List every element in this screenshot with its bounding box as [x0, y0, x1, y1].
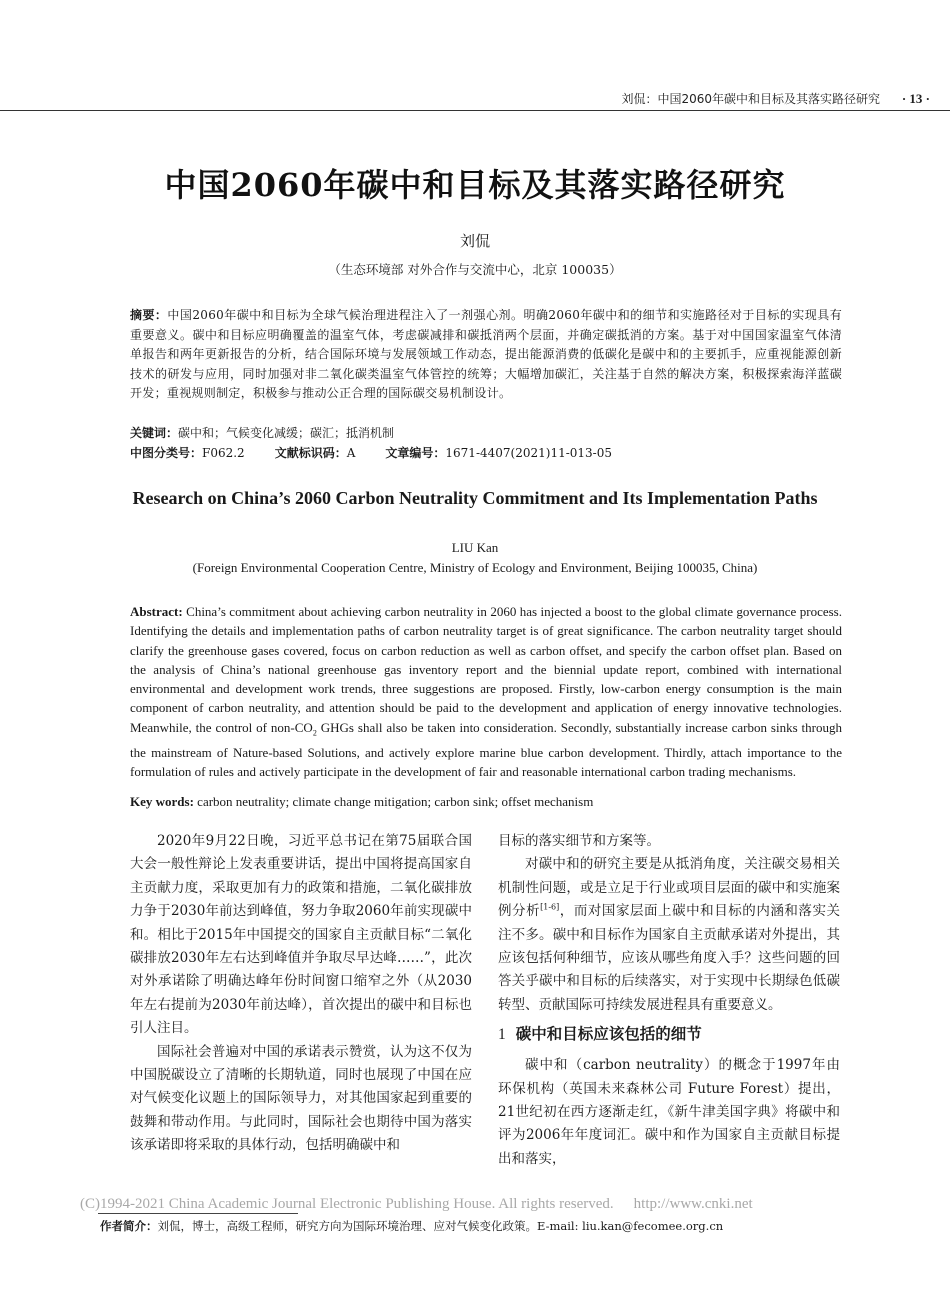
keywords-en-text: carbon neutrality; climate change mitigation; carbon sink; offset mechanism [193, 794, 594, 809]
copyright-watermark [80, 1196, 940, 1213]
header-divider [0, 110, 950, 111]
body-paragraph [498, 853, 840, 1017]
body-paragraph-continued: 目标的落实细节和方案等。 [498, 833, 660, 849]
body-paragraph: 碳中和（carbon neutrality）的概念于1997年由环保机构（英国未来森林公司 Future Forest）提出，21世纪初在西方逐渐走红，《新牛津美国字典》将碳中和评为2006年年度词汇。碳中和作为国家自主贡献目标提出和落实， [498, 1057, 840, 1167]
paper-title-en: Research on China’s 2060 Carbon Neutrality Commitment and Its Implementation Paths [132, 488, 818, 508]
author-note-label: 作者简介： [100, 1219, 158, 1233]
abstract-en-text-1: China’s commitment about achieving carbon neutrality in 2060 has injected a boost to the global climate governance process. Identifying the details and implementation paths of carbon neutrality target is of great significance. The carbon neutrality target should clarify the greenhouse gases covered, focus on carbon reduction as well as carbon offset, and specify the carbon offset plan. Based on the analysis of China’s national greenhouse gas inventory report and the biennial update report, combined with international environmental and development work trends, three suggestions are proposed. Firstly, low-carbon energy consumption is the main component of carbon neutrality, and attention should be paid to the development and application of energy innovative technologies. Meanwhile, the control of non-CO [130, 604, 842, 735]
abstract-cn-text: 中国2060年碳中和目标为全球气候治理进程注入了一剂强心剂。明确2060年碳中和的细节和实施路径对于目标的实现具有重要意义。碳中和目标应明确覆盖的温室气体，考虑碳减排和碳抵消两个层面，并确定碳抵消的方案。基于对中国国家温室气体清单报告和两年更新报告的分析，结合国际环境与发展领域工作动态，提出能源消费的低碳化是碳中和的主要抓手，应重视能源创新技术的研发与应用，同时加强对非二氧化碳类温室气体管控的统筹；大幅增加碳汇，关注基于自然的解决方案，积极探索海洋蓝碳开发；重视规则制定，积极参与推动公正合理的国际碳交易机制设计。 [130, 308, 842, 401]
clc-value: F062.2 [202, 446, 245, 460]
body-text: 对碳中和的研究主要是从抵消角度，关注碳交易相关机制性问题，或是立足于行业或项目层面的碳中和实施案例分析 [498, 856, 840, 920]
body-column-left [130, 830, 472, 1158]
article-number-label: 文章编号： [385, 446, 446, 460]
doc-code-label: 文献标识码： [274, 446, 347, 460]
keywords-cn-label: 关键词： [130, 426, 179, 440]
abstract-cn [130, 306, 842, 404]
keywords-cn [130, 424, 842, 441]
running-header-text: 刘侃：中国2060年碳中和目标及其落实路径研究 [621, 92, 880, 106]
co2-subscript: 2 [312, 728, 317, 738]
body-column-right [498, 830, 840, 1171]
classification-line [130, 444, 842, 461]
abstract-cn-label: 摘要： [130, 308, 168, 322]
abstract-en-text-2: GHGs shall also be taken into consideration. Secondly, substantially increase carbon sinks through the mainstream of Nature-based Solutions, and actively explore marine blue carbon development. Thirdly, attach importance to the formulation of rules and actively participate in the development of fair and reasonable international carbon trading mechanisms. [130, 719, 843, 779]
author-name-cn: 刘侃 [459, 232, 490, 250]
citation-ref: [1-6] [540, 902, 560, 912]
doc-code-value: A [346, 446, 356, 460]
article-number-value: 1671-4407(2021)11-013-05 [445, 446, 612, 460]
author-note-text: 刘侃，博士，高级工程师，研究方向为国际环境治理、应对气候变化政策。E-mail: liu.kan@fecomee.org.cn [157, 1219, 724, 1233]
affiliation-cn: （生态环境部 对外合作与交流中心，北京 100035） [328, 262, 622, 277]
keywords-en [130, 794, 842, 810]
footnote-divider [98, 1213, 298, 1214]
copyright-text: (C)1994-2021 China Academic Journal Electronic Publishing House. All rights reserved. [80, 1196, 614, 1212]
page-number: · 13 · [901, 91, 930, 106]
keywords-en-label: Key words: [130, 794, 194, 809]
clc-label: 中图分类号： [130, 446, 203, 460]
section-heading [498, 1021, 840, 1048]
section-title: 碳中和目标应该包括的细节 [515, 1025, 702, 1044]
body-text: ，而对国家层面上碳中和目标的内涵和落实关注不多。碳中和目标作为国家自主贡献承诺对外提出，其应该包括何种细节，应该从哪些角度入手？这些问题的回答关乎碳中和目标的后续落实，对于实现中长期绿色低碳转型、贡献国际可持续发展进程具有重要意义。 [498, 903, 841, 1013]
abstract-en [130, 602, 842, 781]
running-header [0, 90, 930, 107]
keywords-cn-text: 碳中和；气候变化减缓；碳汇；抵消机制 [178, 426, 395, 440]
cnki-url: http://www.cnki.net [633, 1196, 753, 1212]
body-paragraph: 2020年9月22日晚，习近平总书记在第75届联合国大会一般性辩论上发表重要讲话，提出中国将提高国家自主贡献力度，采取更加有力的政策和措施，二氧化碳排放力争于2030年前达到峰值，努力争取2060年前实现碳中和。相比于2015年中国提交的国家自主贡献目标“二氧化碳排放2030年左右达到峰值并争取尽早达峰……”，此次对外承诺除了明确达峰年份时间窗口缩窄之外（从2030年左右提前为2030年前达峰），首次提出的碳中和目标也引人注目。 [130, 833, 472, 1037]
body-paragraph: 国际社会普遍对中国的承诺表示赞赏，认为这不仅为中国脱碳设立了清晰的长期轨道，同时也展现了中国在应对气候变化议题上的国际领导力，对其他国家起到重要的鼓舞和带动作用。与此同时，国际社会也期待中国为落实该承诺即将采取的具体行动，包括明确碳中和 [130, 1043, 472, 1154]
author-note [100, 1218, 860, 1234]
paper-title-cn: 中国2060年碳中和目标及其落实路径研究 [164, 166, 786, 204]
abstract-en-label: Abstract: [130, 604, 183, 619]
section-number: 1 [498, 1026, 506, 1044]
affiliation-en: (Foreign Environmental Cooperation Centre, Ministry of Ecology and Environment, Beijing 100035, China) [192, 560, 758, 575]
author-name-en: LIU Kan [451, 540, 499, 555]
